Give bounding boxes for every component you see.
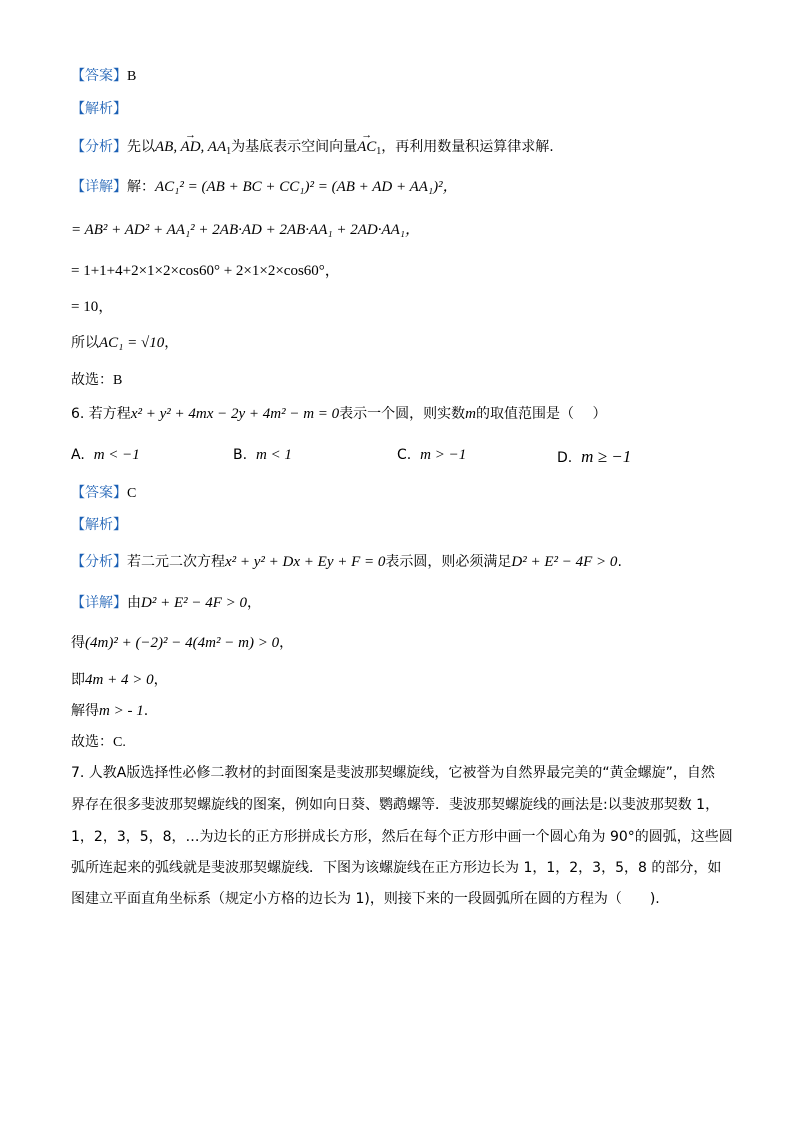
q6-answer-line — [71, 483, 136, 504]
q5-eq5 — [71, 333, 178, 353]
step1-math: D² + E² − 4F > 0 — [141, 595, 248, 611]
choice-value: C. — [113, 735, 126, 750]
step1-pre: 由 — [127, 595, 141, 611]
q6-option-d — [557, 447, 631, 467]
option-label: C. — [397, 447, 412, 463]
q6-option-c — [397, 447, 466, 464]
step3-pre: 即 — [71, 672, 85, 688]
basis-vectors: → AB, AD, AA — [155, 137, 226, 157]
q6-analysis-heading — [71, 515, 127, 535]
q7-line-1: 7. 人教A版选择性必修二教材的封面图案是斐波那契螺旋线，它被誉为自然界最完美的“黄金螺旋”，自然 — [71, 765, 715, 781]
q7-line-2: 界存在很多斐波那契螺旋线的图案，例如向日葵、鹦鹉螺等．斐波那契螺旋线的画法是:以斐波那契数 1， — [71, 797, 720, 813]
option-text: m < 1 — [255, 447, 292, 463]
fenxi-post: . — [617, 554, 622, 570]
q6-variable: m — [465, 406, 477, 422]
answer-value: B — [127, 69, 137, 84]
q5-fenxi-line: 【分析】先以→ AB, AD, $AA_1$为基底表示空间向量→ $AC_1$，再利用数量积运算律求解. — [71, 137, 554, 162]
q5-analysis-heading — [71, 99, 127, 119]
choice-prefix: 故选： — [71, 372, 113, 388]
q7-line-5: 图建立平面直角坐标系（规定小方格的边长为 1)，则接下来的一段圆弧所在圆的方程为（ ). — [71, 891, 660, 907]
answer-tag: 【答案】 — [71, 485, 127, 501]
fenxi-condition: D² + E² − 4F > 0 — [511, 554, 618, 570]
option-label: B. — [233, 447, 248, 463]
q6-step1 — [71, 593, 261, 613]
step2-math: (4m)² + (−2)² − 4(4m² − m) > 0 — [85, 635, 280, 651]
q6-step4 — [71, 701, 148, 721]
q7-line-3: 1，2，3，5，8，…为边长的正方形拼成长方形，然后在每个正方形中画一个圆心角为 90°的圆弧，这些圆 — [71, 829, 733, 845]
fenxi-equation: x² + y² + Dx + Ey + F = 0 — [225, 554, 386, 570]
q5-eq4 — [71, 297, 113, 317]
equation-3: = 1+1+4+2×1×2×cos60° + 2×1×2×cos60°， — [71, 263, 340, 279]
q6-stem-post: 的取值范围是（ ） — [476, 406, 607, 422]
analysis-tag: 【解析】 — [71, 101, 127, 117]
target-vector: → AC — [357, 137, 376, 157]
q6-step3 — [71, 670, 168, 690]
step4-post: . — [143, 703, 149, 719]
q6-option-a — [71, 447, 140, 464]
step3-post: ， — [153, 672, 168, 688]
q6-stem — [71, 404, 606, 424]
fenxi-mid: 为基底表示空间向量 — [231, 139, 358, 155]
step4-math: m > - 1 — [99, 703, 144, 719]
q6-option-b — [233, 447, 292, 464]
equation-1: AC₁² = (AB + BC + CC₁)² = (AB + AD + AA₁)²， — [155, 179, 458, 195]
q6-stem-mid: 表示一个圆，则实数 — [339, 406, 466, 422]
q5-xiangjie-line — [71, 177, 458, 197]
analysis-tag: 【解析】 — [71, 517, 127, 533]
q6-stem-pre: 6. 若方程 — [71, 406, 131, 422]
step1-post: ， — [247, 595, 262, 611]
step3-math: 4m + 4 > 0 — [85, 672, 154, 688]
answer-tag: 【答案】 — [71, 68, 127, 84]
fenxi-tag: 【分析】 — [71, 554, 127, 570]
option-text: m > −1 — [420, 447, 467, 463]
equation-2: = AB² + AD² + AA₁² + 2AB·AD + 2AB·AA₁ + 2AD·AA₁， — [71, 222, 420, 238]
q5-answer-line — [71, 66, 136, 87]
step2-pre: 得 — [71, 635, 85, 651]
q6-fenxi-line — [71, 552, 622, 572]
option-label: D. — [557, 450, 573, 466]
fenxi-tag: 【分析】 — [71, 139, 127, 155]
q7-line-4: 弧所连起来的弧线就是斐波那契螺旋线．下图为该螺旋线在正方形边长为 1，1，2，3，5，8 的部分，如 — [71, 860, 722, 876]
q6-choice-line — [71, 732, 126, 753]
xiangjie-tag: 【详解】 — [71, 179, 127, 195]
fenxi-post: ，再利用数量积运算律求解. — [381, 139, 554, 155]
q6-step2 — [71, 633, 293, 653]
eq5-post: ， — [164, 335, 179, 351]
q5-choice-line — [71, 370, 122, 391]
equation-4: = 10， — [71, 299, 114, 315]
xiangjie-tag: 【详解】 — [71, 595, 127, 611]
q5-eq3 — [71, 261, 340, 281]
q6-equation: x² + y² + 4mx − 2y + 4m² − m = 0 — [130, 406, 340, 422]
equation-5: AC₁ = √10 — [99, 335, 165, 351]
q5-eq2 — [71, 220, 420, 240]
step2-post: ， — [279, 635, 294, 651]
fenxi-mid: 表示圆，则必须满足 — [385, 554, 512, 570]
choice-value: B — [113, 373, 123, 388]
xiangjie-pre: 解： — [127, 179, 155, 195]
option-text: m < −1 — [93, 447, 140, 463]
choice-prefix: 故选： — [71, 734, 113, 750]
answer-value: C — [127, 486, 137, 501]
option-label: A. — [71, 447, 85, 463]
option-text: m ≥ −1 — [581, 447, 632, 466]
fenxi-pre: 若二元二次方程 — [127, 554, 225, 570]
eq5-pre: 所以 — [71, 335, 99, 351]
step4-pre: 解得 — [71, 703, 99, 719]
fenxi-pre: 先以 — [127, 139, 155, 155]
